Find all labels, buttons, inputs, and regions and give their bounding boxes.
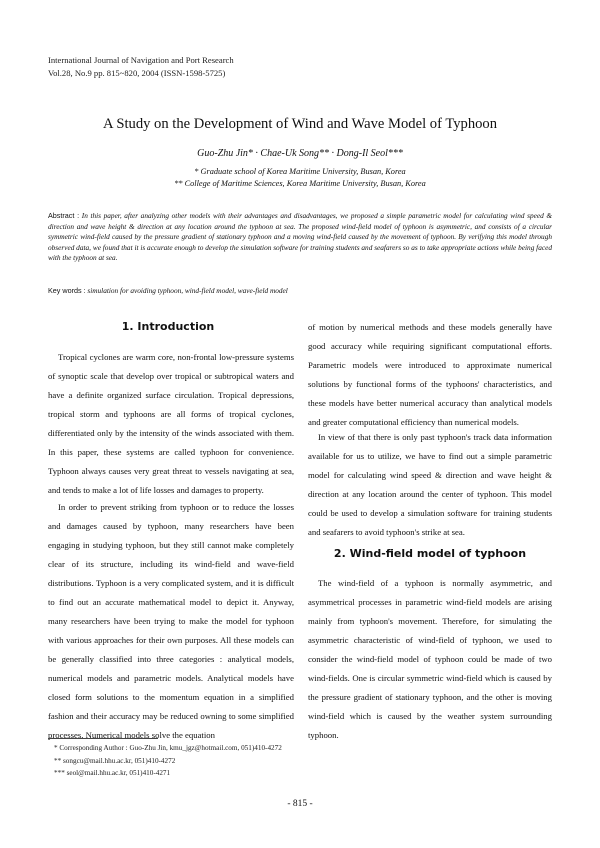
footnote-3: *** seol@mail.hhu.ac.kr, 051)410-4271 [54, 769, 171, 777]
footnotes [54, 742, 282, 780]
paper-title: A Study on the Development of Wind and Wave Model of Typhoon [102, 116, 498, 132]
journal-name: International Journal of Navigation and Port Research [48, 55, 234, 65]
section-2-paragraph-1: The wind-field of a typhoon is normally asymmetric, and asymmetrical processes in parametric wind-field models are arising mainly from typhoon's movement. Therefore, for simulating the asymmetric characteristic of wind-field of typhoon, we used to consider the wind-field model of typhoon could be made of two wind-fields. One is circular symmetric wind-field which is caused by the pressure gradient of stationary typhoon, and the other is moving wind-field which is caused by the weather system surrounding typhoon. [308, 578, 552, 740]
intro-paragraph-2-continued: of motion by numerical methods and these models generally have good accuracy while requiring significant computational efforts. Parametric models were introduced to approximate numerical solutions by functional forms of the typhoons' characteristics, and these models have better numerical accuracy than analytical models and greater computational efficiency than numerical models. [308, 322, 552, 427]
section-2-heading: 2. Wind-field model of typhoon [333, 547, 527, 560]
abstract-label: Abstract : [48, 211, 80, 220]
intro-paragraph-2: In order to prevent striking from typhoon or to reduce the losses and damages caused by typhoon, many researchers have been engaging in studying typhoon, but they still cannot make completely clear of its structure, including its wind-field and wave-field distributions. Typhoon is a very complicated system, and it is difficult to find out an accurate mathematical model to depict it. Anyway, many researchers have been trying to make the model for typhoon with various approaches for their own purposes. All these models can be generally classified into three categories : analytical models, numerical models and parametric models. Analytical models have closed form solutions to the momentum equation in a simplified fashion and their accuracy may be reduced owning to some simplified processes. Numerical models solve the equation [48, 502, 294, 740]
keywords-text: simulation for avoiding typhoon, wind-field model, wave-field model [87, 286, 288, 295]
keywords [48, 286, 288, 295]
intro-paragraph-3: In view of that there is only past typhoon's track data information available for us to utilize, we have to find out a simple parametric model for calculating wind speed & direction and wave height & direction at any location around the center of typhoon. This model could be used to develop a simulation software for training students and seafarers to avoid typhoon's strike at sea. [308, 432, 552, 537]
abstract-text: In this paper, after analyzing other models with their advantages and disadvantages, we proposed a simple parametric model for calculating wind speed & direction and wave height & direction at any location around the typhoon at sea. The proposed wind-field model of typhoon is asymmetric, and consists of a circular symmetric wind-field caused by the pressure gradient of stationary typhoon and a moving wind-field caused by the movement of typhoon. By verifying this model through observed data, we found that it is accurate enough to develop the simulation software for training students and seafarers so as to take appropriate actions while being faced with the typhoon at sea. [48, 211, 553, 263]
footnote-2: ** songcu@mail.hhu.ac.kr, 051)410-4272 [54, 756, 176, 765]
intro-paragraph-1: Tropical cyclones are warm core, non-frontal low-pressure systems of synoptic scale that develop over tropical or subtropical waters and have a definite organized surface circulation. Tropical depressions, tropical storm and typhoons are all forms of tropical cyclones, differentiated only by the intensity of the winds associated with them. In this paper, these systems are called typhoon for convenience. Typhoon always causes very great threat to vessels navigating at sea, and tends to make a lot of life losses and damages to property. [48, 352, 294, 495]
keywords-label: Key words : [48, 286, 86, 295]
abstract [48, 211, 552, 264]
journal-header [48, 54, 234, 79]
section-1-heading: 1. Introduction [121, 320, 215, 333]
journal-volume: Vol.28, No.9 pp. 815~820, 2004 (ISSN-1598-5725) [48, 67, 226, 78]
author-list: Guo-Zhu Jin* · Chae-Uk Song** · Dong-Il Seol*** [197, 148, 403, 159]
footnote-1: * Corresponding Author : Guo-Zhu Jin, kmu_jgz@hotmail.com, 051)410-4272 [54, 744, 282, 752]
page-number: - 815 - [287, 799, 313, 809]
affiliation-2: ** College of Maritime Sciences, Korea Maritime University, Busan, Korea [174, 179, 426, 188]
footnote-rule [48, 738, 158, 739]
affiliations [0, 166, 600, 190]
affiliation-1: * Graduate school of Korea Maritime University, Busan, Korea [194, 167, 406, 176]
